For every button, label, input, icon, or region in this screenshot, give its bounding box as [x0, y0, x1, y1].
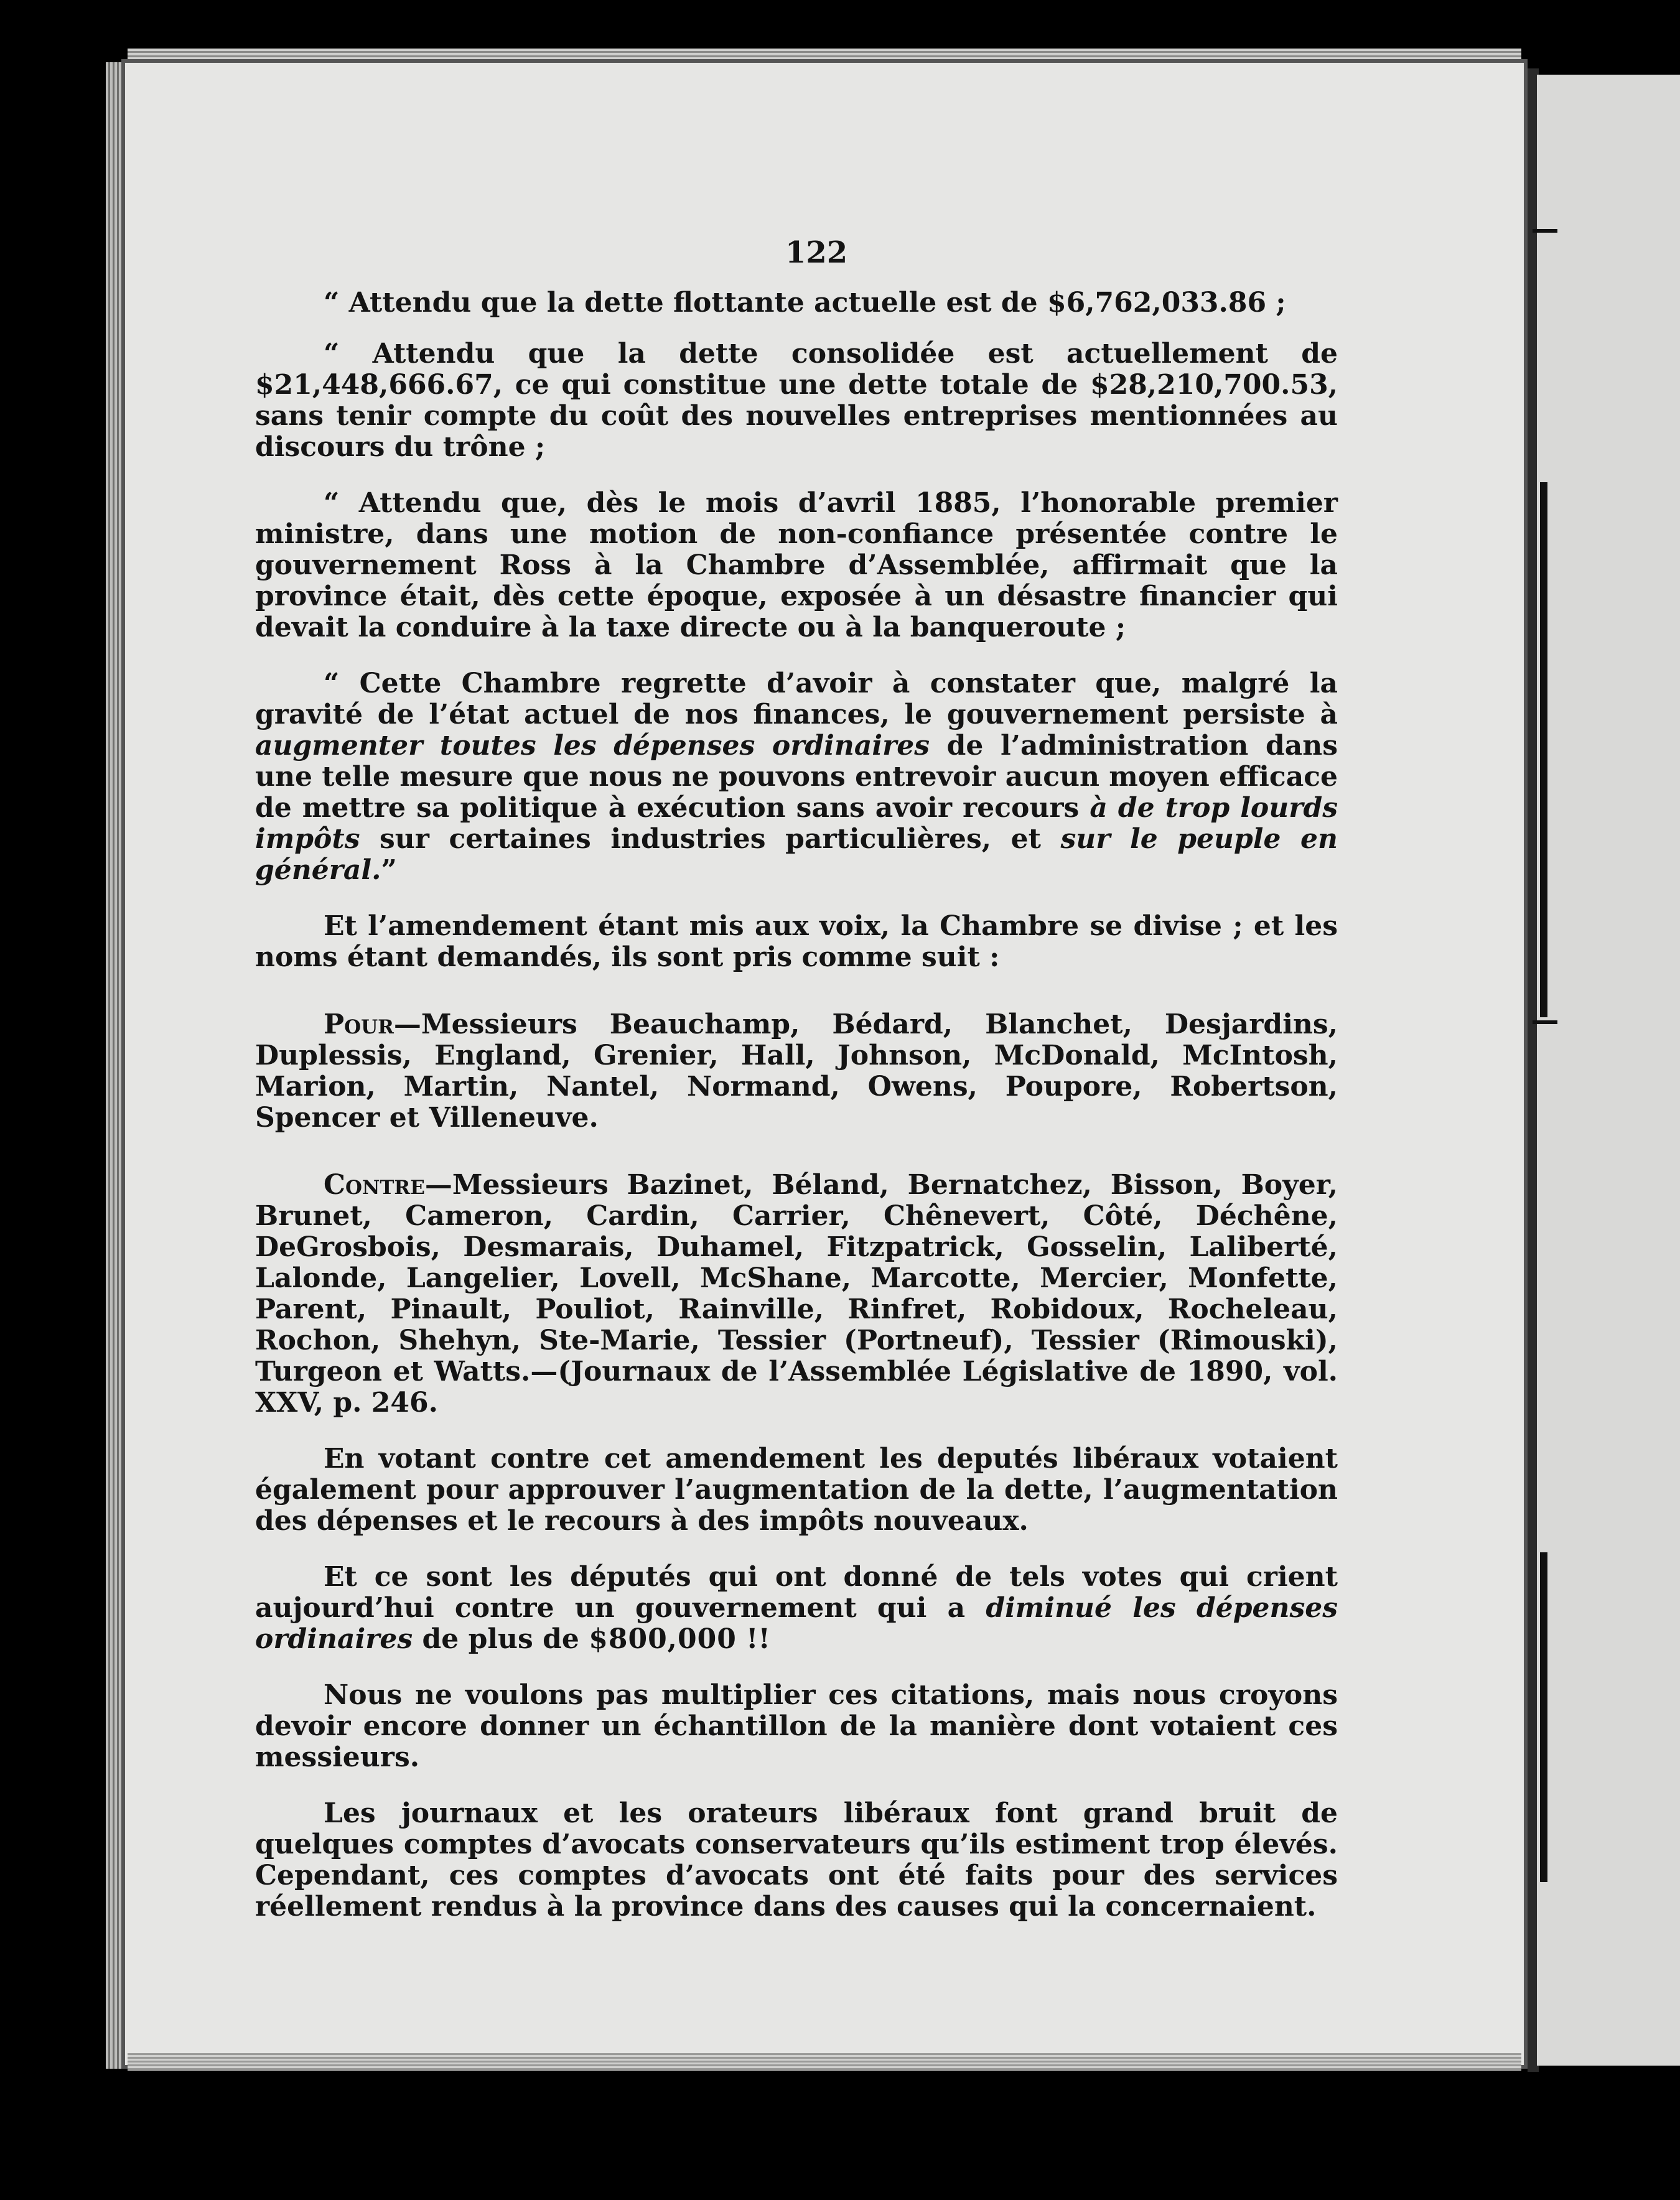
paragraph: En votant contre cet amendement les deputés libéraux votaient également pour approuver l’augmentation de la dette, l’augmentation des dépenses et le recours à des impôts nouveaux. [255, 1443, 1338, 1537]
paragraph: “ Attendu que la dette consolidée est actuellement de $21,448,666.67, ce qui constitue une dette totale de $28,210,700.53, sans tenir compte du coût des nouvelles entreprises mentionnées au discours du trône ; [255, 338, 1338, 463]
text-run: sur certaines industries particulières, et [360, 823, 1061, 855]
page-body [255, 230, 1338, 1923]
binding-thread [1540, 1552, 1547, 1758]
paragraph: Et l’amendement étant mis aux voix, la Chambre se divise ; et les noms étant demandés, ils sont pris comme suit : [255, 910, 1338, 973]
emphasis: sur le peuple en général. [255, 823, 1338, 886]
paragraph: Nous ne voulons pas multiplier ces citations, mais nous croyons devoir encore donner un échantillon de la manière dont votaient ces messieurs. [255, 1679, 1338, 1773]
text-run: “ Cette Chambre regrette d’avoir à constater que, malgré la gravité de l’état actuel de nos finances, le gouvernement persiste à [255, 668, 1338, 730]
text-run: de plus de [413, 1623, 589, 1655]
text-run: !! [736, 1623, 770, 1655]
paragraph [255, 668, 1338, 886]
vote-label: Pour [324, 1009, 394, 1040]
emphasis: diminué les dépenses ordinaires [255, 1592, 1338, 1655]
paragraph [255, 1562, 1338, 1655]
paragraph: “ Attendu que, dès le mois d’avril 1885, l’honorable premier ministre, dans une motion de non-confiance présentée contre le gouvernement Ross à la Chambre d’Assemblée, affirmait que la province était, dès cette époque, exposée à un désastre financier qui devait la conduire à la taxe directe ou à la banqueroute ; [255, 487, 1338, 643]
binding-mark [1533, 1020, 1557, 1024]
emphasis: à de trop lourds impôts [255, 792, 1338, 855]
text-run: de l’administration dans une telle mesure que nous ne pouvons entrevoir aucun moyen efficace de mettre sa politique à exécution sans avoir recours [255, 730, 1338, 824]
text-run: ” [381, 854, 397, 886]
vote-pour [255, 1009, 1338, 1134]
binding-thread [1540, 482, 1547, 1017]
emphasis: augmenter toutes les dépenses ordinaires [255, 730, 930, 762]
vote-names: —Messieurs Beauchamp, Bédard, Blanchet, Desjardins, Duplessis, England, Grenier, Hall, Johnson, McDonald, McIntosh, Marion, Martin, Nantel, Normand, Owens, Poupore, Robertson, Spencer et Villeneuve. [255, 1009, 1338, 1134]
paragraph: Les journaux et les orateurs libéraux font grand bruit de quelques comptes d’avocats conservateurs qu’ils estiment trop élevés. Cependant, ces comptes d’avocats ont été faits pour des services réellement rendus à la province dans des causes qui la concernaient. [255, 1797, 1338, 1923]
page-number: 122 [785, 235, 848, 270]
amount: $800,000 [589, 1623, 737, 1655]
text-run: Et ce sont les députés qui ont donné de tels votes qui crient aujourd’hui contre un gouvernement qui a [255, 1561, 1338, 1624]
facing-page [1537, 75, 1680, 2066]
vote-label: Contre [324, 1169, 425, 1201]
vote-contre [255, 1170, 1338, 1419]
vote-names: —Messieurs Bazinet, Béland, Bernatchez, Bisson, Boyer, Brunet, Cameron, Cardin, Carrier, Chênevert, Côté, Déchêne, DeGrosbois, Desmarais, Duhamel, Fitzpatrick, Gosselin, Laliberté, Lalonde, Langelier, Lovell, McShane, Marcotte, Mercier, Monfette, Parent, Pinault, Pouliot, Rainville, Rinfret, Robidoux, Rocheleau, Rochon, Shehyn, Ste-Marie, Tessier (Portneuf), Tessier (Rimouski), Turgeon et Watts.—(Journaux de l’Assemblée Législative de 1890, vol. XXV, p. 246. [255, 1169, 1338, 1419]
paragraph: “ Attendu que la dette flottante actuelle est de $6,762,033.86 ; [324, 287, 1286, 319]
binding-thread [1540, 1758, 1547, 1882]
page-edge-bottom [128, 2053, 1521, 2071]
binding-mark [1533, 229, 1557, 233]
